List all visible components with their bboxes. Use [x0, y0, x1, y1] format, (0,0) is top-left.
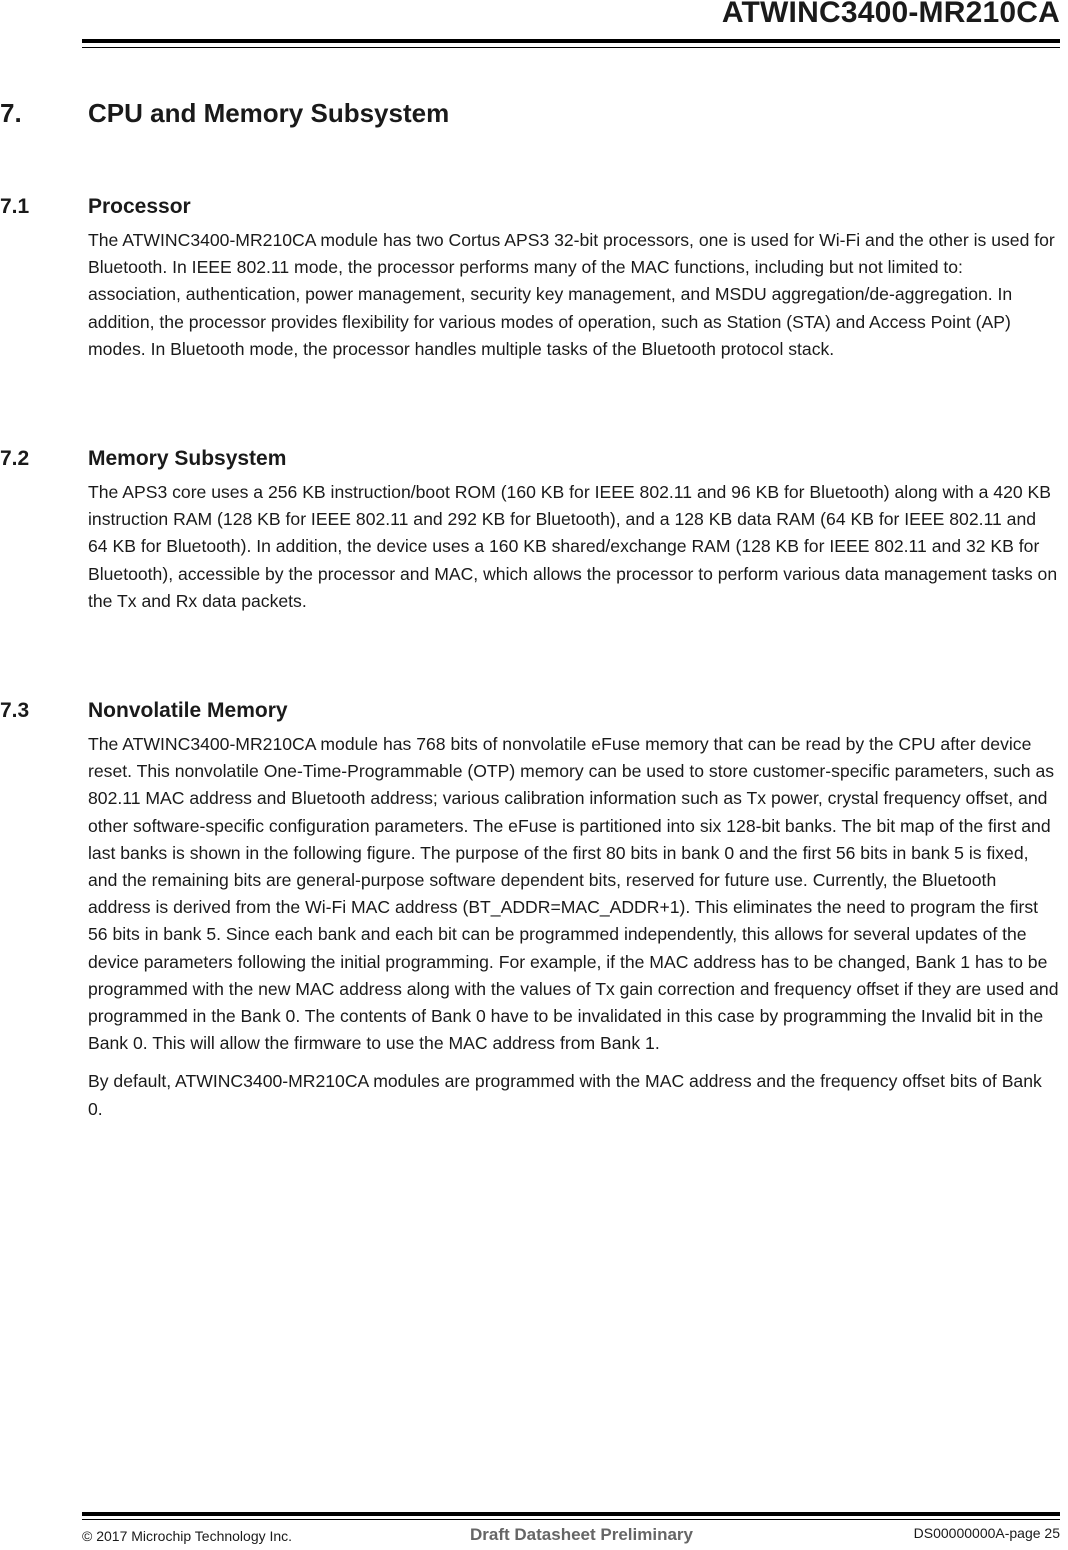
page-footer	[82, 1524, 1060, 1546]
section-title: Nonvolatile Memory	[88, 699, 288, 722]
header-rule-thin	[82, 47, 1060, 48]
section-heading	[0, 698, 1060, 724]
section-number: 7.2	[0, 447, 30, 470]
section-title: Processor	[88, 195, 191, 218]
document-title: ATWINC3400-MR210CA	[721, 0, 1060, 29]
section-heading	[0, 446, 1060, 472]
header-rule-thick	[82, 39, 1060, 43]
chapter-number: 7.	[0, 98, 22, 128]
section-paragraph: The ATWINC3400-MR210CA module has 768 bits of nonvolatile eFuse memory that can be read by the CPU after device reset. This nonvolatile One-Time-Programmable (OTP) memory can be used to store customer-specific parameters, such as 802.11 MAC address and Bluetooth address; various calibration information such as Tx power, crystal frequency offset, and other software-specific configuration parameters. The eFuse is partitioned into six 128-bit banks. The bit map of the first and last banks is shown in the following figure. The purpose of the first 80 bits in bank 0 and the first 56 bits in bank 5 is fixed, and the remaining bits are general-purpose software dependent bits, reserved for future use. Currently, the Bluetooth address is derived from the Wi-Fi MAC address (BT_ADDR=MAC_ADDR+1). This eliminates the need to program the first 56 bits in bank 5. Since each bank and each bit can be programmed independently, this allows for several updates of the device parameters following the initial programming. For example, if the MAC address has to be changed, Bank 1 has to be programmed with the new MAC address along with the values of Tx gain correction and frequency offset if they are used and programmed in the Bank 0. The contents of Bank 0 have to be invalidated in this case by programming the Invalid bit in the Bank 0. This will allow the firmware to use the MAC address from Bank 1.	[88, 734, 1059, 1054]
section-paragraph: The APS3 core uses a 256 KB instruction/boot ROM (160 KB for IEEE 802.11 and 96 KB for Bluetooth) along with a 420 KB instruction RAM (128 KB for IEEE 802.11 and 292 KB for Bluetooth), and a 128 KB data RAM (64 KB for IEEE 802.11 and 64 KB for Bluetooth). In addition, the device uses a 160 KB shared/exchange RAM (128 KB for IEEE 802.11 and 32 KB for Bluetooth), accessible by the processor and MAC, which allows the processor to perform various data management tasks on the Tx and Rx data packets.	[88, 482, 1058, 611]
section-number: 7.3	[0, 699, 30, 722]
footer-page-reference: DS00000000A-page 25	[913, 1525, 1060, 1541]
section-paragraph: By default, ATWINC3400-MR210CA modules are programmed with the MAC address and the frequency offset bits of Bank 0.	[88, 1071, 1042, 1119]
section-memory-subsystem	[0, 446, 1060, 615]
section-processor	[0, 194, 1060, 363]
footer-rule-thin	[82, 1519, 1060, 1520]
section-heading	[0, 194, 1060, 220]
footer-rule-thick	[82, 1512, 1060, 1516]
section-paragraph: The ATWINC3400-MR210CA module has two Cortus APS3 32-bit processors, one is used for Wi-Fi and the other is used for Bluetooth. In IEEE 802.11 mode, the processor performs many of the MAC functions, including but not limited to: association, authentication, power management, security key management, and MSDU aggregation/de-aggregation. In addition, the processor provides flexibility for various modes of operation, such as Station (STA) and Access Point (AP) modes. In Bluetooth mode, the processor handles multiple tasks of the Bluetooth protocol stack.	[88, 230, 1055, 359]
section-number: 7.1	[0, 195, 30, 218]
section-nonvolatile-memory	[0, 698, 1060, 1123]
chapter-title: CPU and Memory Subsystem	[88, 98, 450, 128]
footer-draft-status: Draft Datasheet Preliminary	[470, 1525, 693, 1544]
section-title: Memory Subsystem	[88, 447, 287, 470]
footer-copyright: © 2017 Microchip Technology Inc.	[82, 1528, 293, 1544]
